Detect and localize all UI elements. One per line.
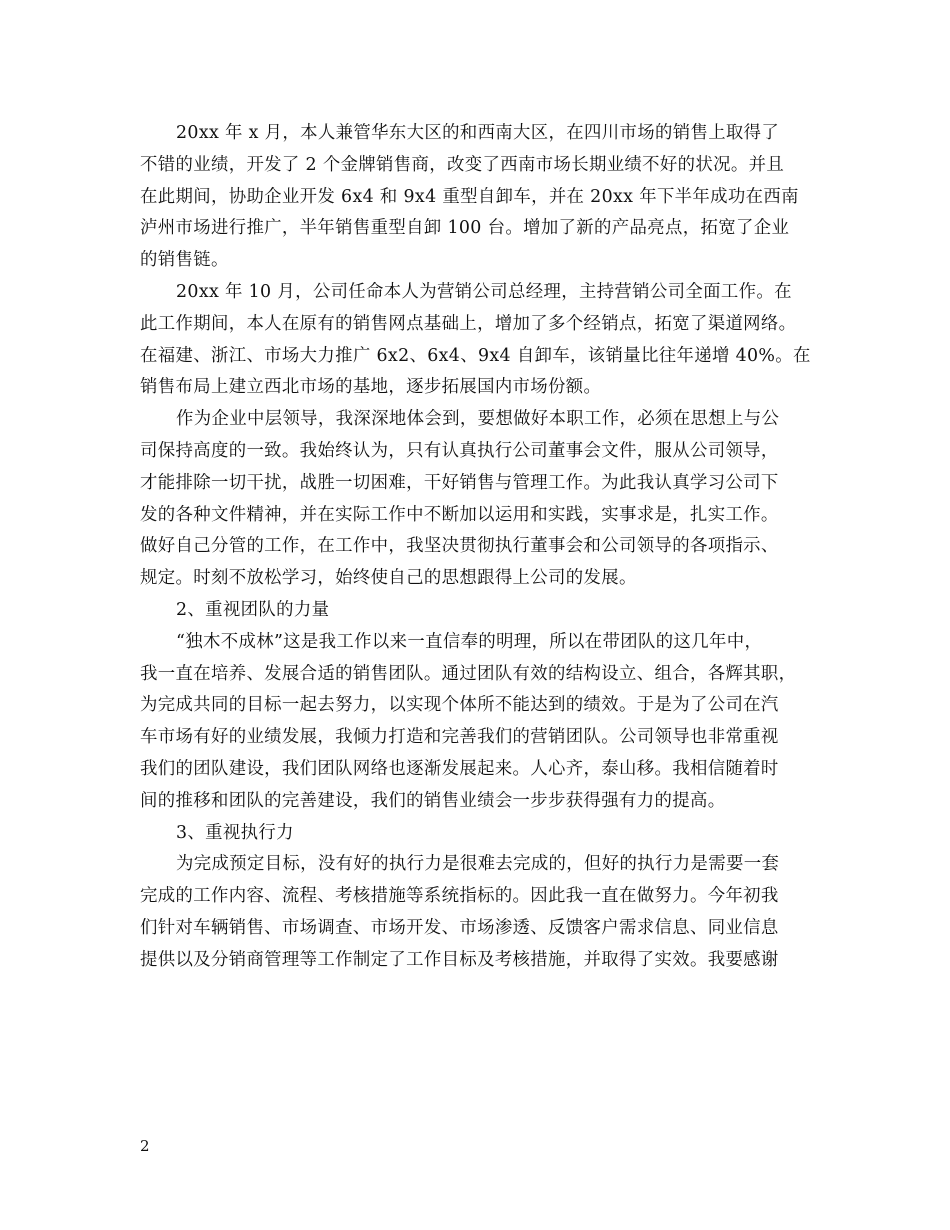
paragraph — [140, 595, 820, 627]
text-line: 作为企业中层领导，我深深地体会到，要想做好本职工作，必须在思想上与公 — [176, 409, 780, 430]
text-line: 提供以及分销商管理等工作制定了工作目标及考核措施，并取得了实效。我要感谢 — [140, 949, 779, 970]
text-line: 我们的团队建设，我们团队网络也逐渐发展起来。人心齐，泰山移。我相信随着时 — [140, 758, 779, 779]
text-line: 为完成预定目标，没有好的执行力是很难去完成的，但好的执行力是需要一套 — [176, 854, 780, 875]
page-number: 2 — [140, 1137, 150, 1155]
text-line: 20xx 年 x 月，本人兼管华东大区的和西南大区，在四川市场的销售上取得了 — [176, 123, 780, 143]
text-line: 做好自己分管的工作，在工作中，我坚决贯彻执行董事会和公司领导的各项指示、 — [140, 536, 779, 557]
text-line: 2、重视团队的力量 — [176, 599, 330, 620]
text-line: 间的推移和团队的完善建设，我们的销售业绩会一步步获得强有力的提高。 — [140, 790, 726, 811]
text-line: 20xx 年 10 月，公司任命本人为营销公司总经理，主持营销公司全面工作。在 — [176, 281, 792, 302]
text-line: 完成的工作内容、流程、考核措施等系统指标的。因此我一直在做努力。今年初我 — [140, 886, 779, 907]
paragraph — [140, 818, 820, 850]
text-line: “独木不成林”这是我工作以来一直信奉的明理，所以在带团队的这几年中， — [176, 631, 763, 652]
text-line: 车市场有好的业绩发展，我倾力打造和完善我们的营销团队。公司领导也非常重视 — [140, 727, 779, 748]
paragraph — [140, 118, 820, 277]
text-line: 在此期间，协助企业开发 6x4 和 9x4 重型自卸车，并在 20xx 年下半年成功在西南 — [140, 186, 799, 207]
text-line: 为完成共同的目标一起去努力，以实现个体所不能达到的绩效。于是为了公司在汽 — [140, 695, 779, 716]
paragraph — [140, 404, 820, 595]
text-line: 发的各种文件精神，并在实际工作中不断加以运用和实践，实事求是，扎实工作。 — [140, 504, 779, 525]
paragraph — [140, 627, 820, 818]
paragraph — [140, 277, 820, 404]
text-line: 3、重视执行力 — [176, 822, 294, 843]
text-line: 规定。时刻不放松学习，始终使自己的思想跟得上公司的发展。 — [140, 568, 637, 589]
text-line: 我一直在培养、发展合适的销售团队。通过团队有效的结构设立、组合，各辉其职， — [140, 663, 797, 684]
text-line: 在福建、浙江、市场大力推广 6x2、6x4、9x4 自卸车，该销量比往年递增 40%。在 — [140, 345, 811, 366]
text-line: 此工作期间，本人在原有的销售网点基础上，增加了多个经销点，拓宽了渠道网络。 — [140, 313, 797, 334]
text-line: 泸州市场进行推广，半年销售重型自卸 100 台。增加了新的产品亮点，拓宽了企业 — [140, 218, 790, 239]
text-line: 销售布局上建立西北市场的基地，逐步拓展国内市场份额。 — [140, 377, 602, 398]
document-body — [140, 118, 820, 977]
paragraph — [140, 849, 820, 976]
text-line: 才能排除一切干扰，战胜一切困难，干好销售与管理工作。为此我认真学习公司下 — [140, 472, 779, 493]
text-line: 的销售链。 — [140, 250, 229, 271]
text-line: 不错的业绩，开发了 2 个金牌销售商，改变了西南市场长期业绩不好的状况。并且 — [140, 154, 785, 175]
text-line: 们针对车辆销售、市场调查、市场开发、市场渗透、反馈客户需求信息、同业信息 — [140, 917, 779, 938]
text-line: 司保持高度的一致。我始终认为，只有认真执行公司董事会文件，服从公司领导， — [140, 440, 779, 461]
